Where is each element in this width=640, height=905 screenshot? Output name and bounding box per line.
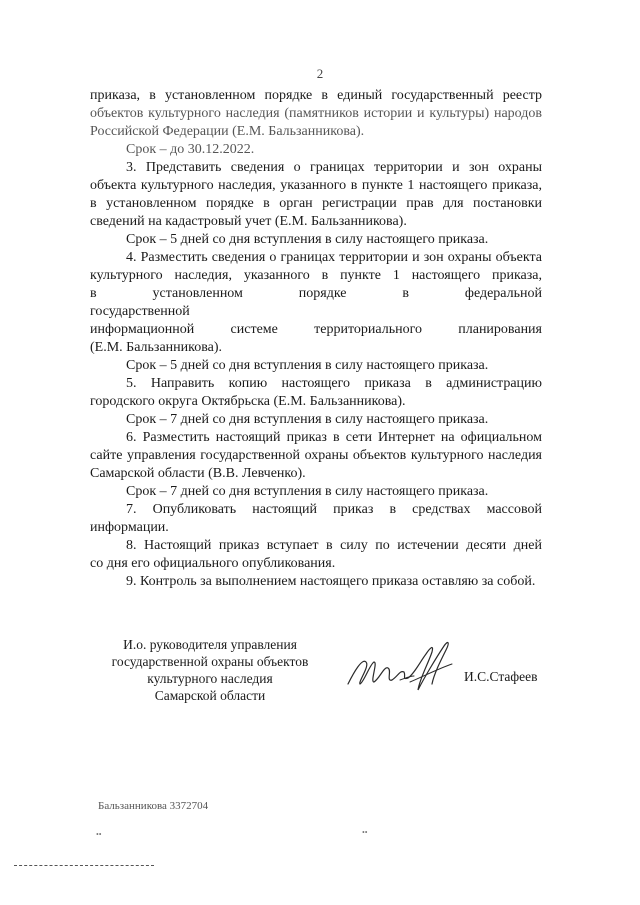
signatory-name: И.С.Стафеев (464, 669, 538, 684)
page-number: 2 (316, 66, 324, 81)
paragraph-6-line-1: 6. Разместить настоящий приказ в сети Интернет на официальном (126, 430, 542, 445)
deadline-6: Срок – 7 дней со дня вступления в силу настоящего приказа. (126, 484, 489, 499)
signatory-position-line-4: Самарской области (154, 688, 266, 703)
scan-mark-left: •• (96, 830, 102, 839)
paragraph-6-line-3: Самарской области (В.В. Левченко). (90, 466, 306, 481)
signatory-position (100, 636, 320, 704)
order-body (90, 87, 542, 591)
paragraph-4-line-1: 4. Разместить сведения о границах территории и зон охраны объекта (126, 250, 542, 265)
paragraph-2-line-1: приказа, в установленном порядке в единый государственный реестр (90, 88, 542, 103)
paragraph-7-line-1: 7. Опубликовать настоящий приказ в средствах массовой (126, 502, 542, 517)
deadline-3: Срок – 5 дней со дня вступления в силу настоящего приказа. (126, 232, 489, 247)
paragraph-8-line-2: со дня его официального опубликования. (90, 556, 336, 571)
handwritten-signature (340, 632, 470, 702)
signatory-position-line-1: И.о. руководителя управления (123, 637, 297, 652)
scan-mark-right: •• (362, 828, 368, 837)
paragraph-9-line-1: 9. Контроль за выполнением настоящего приказа оставляю за собой. (126, 574, 536, 589)
paragraph-3-line-2: объекта культурного наследия, указанного в пункте 1 настоящего приказа, (90, 178, 542, 193)
paragraph-4-line-4: информационной системе территориального планирования (90, 322, 542, 337)
paragraph-7-line-2: информации. (90, 520, 169, 535)
paragraph-4-line-5: (Е.М. Бальзанникова). (90, 340, 223, 355)
deadline-4: Срок – 5 дней со дня вступления в силу настоящего приказа. (126, 358, 489, 373)
paragraph-5-line-1: 5. Направить копию настоящего приказа в администрацию (126, 376, 542, 391)
paragraph-3-line-1: 3. Представить сведения о границах территории и зон охраны (126, 160, 542, 175)
executor-note: Бальзанникова 3372704 (98, 800, 209, 812)
paragraph-2-line-2: объектов культурного наследия (памятников истории и культуры) народов (90, 106, 542, 121)
paragraph-4-line-3: в установленном порядке в федеральной государственной (90, 286, 542, 319)
paragraph-8-line-1: 8. Настоящий приказ вступает в силу по истечении десяти дней (126, 538, 542, 553)
paragraph-6-line-2: сайте управления государственной охраны объектов культурного наследия (90, 448, 542, 463)
deadline-5: Срок – 7 дней со дня вступления в силу настоящего приказа. (126, 412, 489, 427)
signatory-position-line-3: культурного наследия (147, 671, 273, 686)
paragraph-4-line-2: культурного наследия, указанного в пункте 1 настоящего приказа, (90, 268, 542, 283)
paragraph-3-line-4: сведений на кадастровый учет (Е.М. Бальзанникова). (90, 214, 407, 229)
paragraph-2-line-3: Российской Федерации (Е.М. Бальзанникова). (90, 124, 365, 139)
footer-rule (14, 865, 154, 866)
signatory-position-line-2: государственной охраны объектов (111, 654, 309, 669)
deadline-2: Срок – до 30.12.2022. (126, 142, 255, 157)
paragraph-5-line-2: городского округа Октябрьска (Е.М. Бальзанникова). (90, 394, 406, 409)
paragraph-3-line-3: в установленном порядке в орган регистрации прав для постановки (90, 196, 542, 211)
